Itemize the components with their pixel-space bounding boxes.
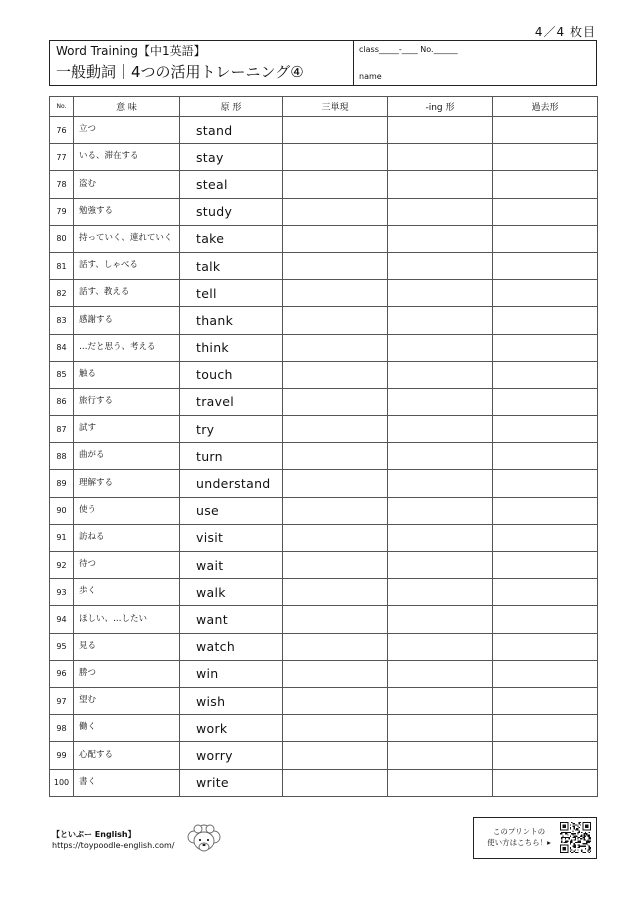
past-form-answer-cell[interactable] [493,307,598,334]
brand-name: 【といぷー English】 [52,830,136,839]
base-form-cell: visit [180,524,283,551]
past-form-answer-cell[interactable] [493,117,598,144]
third-person-answer-cell[interactable] [283,687,388,714]
third-person-answer-cell[interactable] [283,361,388,388]
third-person-answer-cell[interactable] [283,252,388,279]
past-form-answer-cell[interactable] [493,252,598,279]
third-person-answer-cell[interactable] [283,198,388,225]
third-person-answer-cell[interactable] [283,470,388,497]
table-row [50,660,598,687]
worksheet-title: 一般動詞｜4つの活用トレーニング④ [56,63,304,81]
base-form-cell: watch [180,633,283,660]
third-person-answer-cell[interactable] [283,416,388,443]
base-form-cell: walk [180,579,283,606]
row-number: 88 [50,443,74,470]
meaning-cell: 働く [74,715,180,742]
column-header-ing-form: -ing 形 [388,97,493,117]
site-url[interactable]: https://toypoodle-english.com/ [52,841,175,850]
third-person-answer-cell[interactable] [283,144,388,171]
ing-form-answer-cell[interactable] [388,633,493,660]
table-row [50,416,598,443]
table-row [50,361,598,388]
table-row [50,198,598,225]
past-form-answer-cell[interactable] [493,769,598,796]
ing-form-answer-cell[interactable] [388,470,493,497]
meaning-cell: ほしい、…したい [74,606,180,633]
third-person-answer-cell[interactable] [283,633,388,660]
base-form-cell: tell [180,280,283,307]
ing-form-answer-cell[interactable] [388,416,493,443]
meaning-cell: 心配する [74,742,180,769]
row-number: 92 [50,552,74,579]
meaning-cell: 待つ [74,552,180,579]
past-form-answer-cell[interactable] [493,606,598,633]
ing-form-answer-cell[interactable] [388,361,493,388]
third-person-answer-cell[interactable] [283,715,388,742]
table-row [50,252,598,279]
row-number: 89 [50,470,74,497]
past-form-answer-cell[interactable] [493,687,598,714]
toy-poodle-mascot-icon [186,823,222,855]
column-header-past-form: 過去形 [493,97,598,117]
row-number: 86 [50,388,74,415]
worksheet-header [49,40,597,86]
table-row [50,171,598,198]
third-person-answer-cell[interactable] [283,524,388,551]
third-person-answer-cell[interactable] [283,443,388,470]
third-person-answer-cell[interactable] [283,579,388,606]
past-form-answer-cell[interactable] [493,171,598,198]
row-number: 82 [50,280,74,307]
base-form-cell: talk [180,252,283,279]
meaning-cell: 盗む [74,171,180,198]
base-form-cell: steal [180,171,283,198]
base-form-cell: think [180,334,283,361]
how-to-use-line-2: 使い方はこちら！▸ [487,837,551,847]
row-number: 90 [50,497,74,524]
table-row [50,687,598,714]
page-number: 4／4 枚目 [534,25,596,39]
ing-form-answer-cell[interactable] [388,742,493,769]
meaning-cell: 勝つ [74,660,180,687]
row-number: 100 [50,769,74,796]
third-person-answer-cell[interactable] [283,307,388,334]
column-header-meaning: 意 味 [74,97,180,117]
row-number: 80 [50,225,74,252]
ing-form-answer-cell[interactable] [388,552,493,579]
name-field[interactable]: name [359,72,382,81]
row-number: 79 [50,198,74,225]
meaning-cell: 歩く [74,579,180,606]
third-person-answer-cell[interactable] [283,742,388,769]
worksheet-subtitle: Word Training【中1英語】 [56,44,206,58]
table-row [50,117,598,144]
past-form-answer-cell[interactable] [493,361,598,388]
past-form-answer-cell[interactable] [493,280,598,307]
ing-form-answer-cell[interactable] [388,524,493,551]
ing-form-answer-cell[interactable] [388,144,493,171]
ing-form-answer-cell[interactable] [388,606,493,633]
ing-form-answer-cell[interactable] [388,687,493,714]
base-form-cell: understand [180,470,283,497]
past-form-answer-cell[interactable] [493,416,598,443]
meaning-cell: 使う [74,497,180,524]
verb-conjugation-table [49,96,598,797]
third-person-answer-cell[interactable] [283,497,388,524]
past-form-answer-cell[interactable] [493,579,598,606]
third-person-answer-cell[interactable] [283,225,388,252]
meaning-cell: 書く [74,769,180,796]
how-to-use-box[interactable] [473,817,597,859]
ing-form-answer-cell[interactable] [388,660,493,687]
row-number: 77 [50,144,74,171]
column-header-base-form: 原 形 [180,97,283,117]
third-person-answer-cell[interactable] [283,171,388,198]
row-number: 87 [50,416,74,443]
row-number: 93 [50,579,74,606]
past-form-answer-cell[interactable] [493,524,598,551]
base-form-cell: stay [180,144,283,171]
row-number: 99 [50,742,74,769]
meaning-cell: 感謝する [74,307,180,334]
past-form-answer-cell[interactable] [493,552,598,579]
past-form-answer-cell[interactable] [493,334,598,361]
ing-form-answer-cell[interactable] [388,715,493,742]
table-row [50,633,598,660]
base-form-cell: wait [180,552,283,579]
title-box [50,41,354,85]
row-number: 97 [50,687,74,714]
table-row [50,470,598,497]
how-to-use-line-1: このプリントの [492,827,546,836]
row-number: 83 [50,307,74,334]
meaning-cell: 立つ [74,117,180,144]
base-form-cell: worry [180,742,283,769]
meaning-cell: 見る [74,633,180,660]
past-form-answer-cell[interactable] [493,388,598,415]
ing-form-answer-cell[interactable] [388,171,493,198]
ing-form-answer-cell[interactable] [388,443,493,470]
third-person-answer-cell[interactable] [283,334,388,361]
table-row [50,606,598,633]
past-form-answer-cell[interactable] [493,742,598,769]
row-number: 95 [50,633,74,660]
past-form-answer-cell[interactable] [493,715,598,742]
past-form-answer-cell[interactable] [493,144,598,171]
third-person-answer-cell[interactable] [283,388,388,415]
past-form-answer-cell[interactable] [493,225,598,252]
ing-form-answer-cell[interactable] [388,280,493,307]
meaning-cell: いる、滞在する [74,144,180,171]
base-form-cell: turn [180,443,283,470]
table-row [50,742,598,769]
base-form-cell: travel [180,388,283,415]
row-number: 94 [50,606,74,633]
base-form-cell: work [180,715,283,742]
ing-form-answer-cell[interactable] [388,334,493,361]
meaning-cell: 試す [74,416,180,443]
row-number: 76 [50,117,74,144]
row-number: 96 [50,660,74,687]
row-number: 78 [50,171,74,198]
table-header-row [50,97,598,117]
ing-form-answer-cell[interactable] [388,117,493,144]
third-person-answer-cell[interactable] [283,606,388,633]
column-header-no: No. [50,97,74,117]
base-form-cell: win [180,660,283,687]
row-number: 91 [50,524,74,551]
base-form-cell: stand [180,117,283,144]
class-number-field[interactable]: class_____-____ No.______ [359,45,458,54]
qr-code-icon[interactable] [560,822,591,853]
ing-form-answer-cell[interactable] [388,252,493,279]
past-form-answer-cell[interactable] [493,633,598,660]
past-form-answer-cell[interactable] [493,470,598,497]
table-row [50,144,598,171]
row-number: 81 [50,252,74,279]
how-to-use-text[interactable] [480,827,558,849]
ing-form-answer-cell[interactable] [388,225,493,252]
base-form-cell: thank [180,307,283,334]
meaning-cell: 触る [74,361,180,388]
student-info-box [354,41,596,85]
meaning-cell: 旅行する [74,388,180,415]
third-person-answer-cell[interactable] [283,117,388,144]
meaning-cell: 訪ねる [74,524,180,551]
table-row [50,524,598,551]
meaning-cell: 話す、教える [74,280,180,307]
base-form-cell: take [180,225,283,252]
base-form-cell: wish [180,687,283,714]
past-form-answer-cell[interactable] [493,443,598,470]
row-number: 84 [50,334,74,361]
table-row [50,443,598,470]
meaning-cell: 勉強する [74,198,180,225]
third-person-answer-cell[interactable] [283,769,388,796]
table-row [50,280,598,307]
meaning-cell: 望む [74,687,180,714]
third-person-answer-cell[interactable] [283,660,388,687]
table-row [50,579,598,606]
past-form-answer-cell[interactable] [493,497,598,524]
ing-form-answer-cell[interactable] [388,198,493,225]
table-row [50,552,598,579]
ing-form-answer-cell[interactable] [388,497,493,524]
base-form-cell: try [180,416,283,443]
past-form-answer-cell[interactable] [493,198,598,225]
row-number: 85 [50,361,74,388]
ing-form-answer-cell[interactable] [388,307,493,334]
ing-form-answer-cell[interactable] [388,388,493,415]
base-form-cell: use [180,497,283,524]
table-row [50,307,598,334]
table-row [50,715,598,742]
third-person-answer-cell[interactable] [283,552,388,579]
meaning-cell: 持っていく、連れていく [74,225,180,252]
meaning-cell: 理解する [74,470,180,497]
past-form-answer-cell[interactable] [493,660,598,687]
base-form-cell: write [180,769,283,796]
row-number: 98 [50,715,74,742]
meaning-cell: 曲がる [74,443,180,470]
column-header-third-person: 三単現 [283,97,388,117]
base-form-cell: want [180,606,283,633]
base-form-cell: touch [180,361,283,388]
table-row [50,388,598,415]
table-row [50,769,598,796]
base-form-cell: study [180,198,283,225]
ing-form-answer-cell[interactable] [388,769,493,796]
table-row [50,225,598,252]
meaning-cell: 話す、しゃべる [74,252,180,279]
third-person-answer-cell[interactable] [283,280,388,307]
table-row [50,334,598,361]
ing-form-answer-cell[interactable] [388,579,493,606]
table-row [50,497,598,524]
meaning-cell: …だと思う、考える [74,334,180,361]
